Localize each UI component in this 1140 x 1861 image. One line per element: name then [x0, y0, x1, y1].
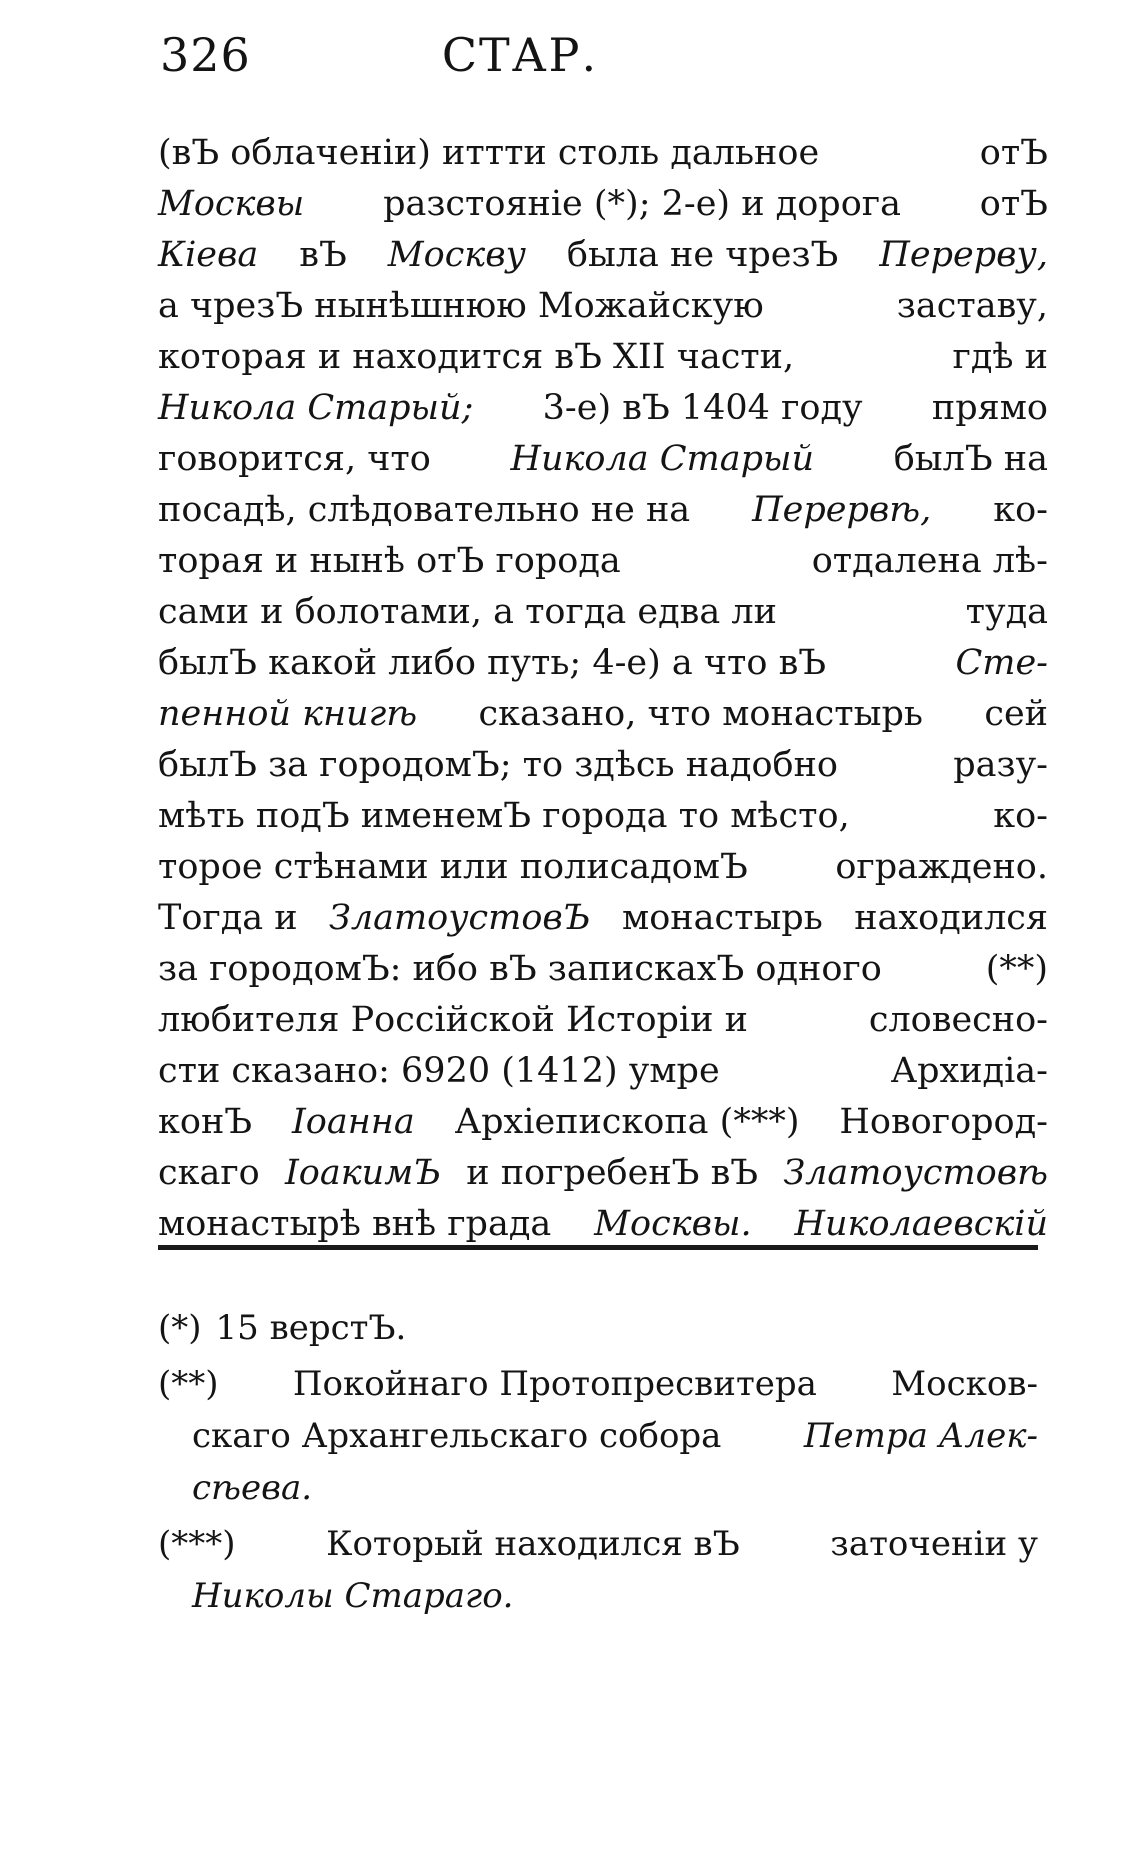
footnote-2-text-1b: Москов- [891, 1364, 1038, 1404]
text-segment: Москвы. [594, 1204, 752, 1244]
text-segment: Москвы [158, 184, 305, 224]
footnote-3-text-1b: заточеніи у [830, 1524, 1038, 1564]
text-segment: заставу, [896, 286, 1048, 326]
text-segment: разстояніе (*); 2-е) и дорога [383, 184, 901, 224]
text-segment: любителя Россійской Исторіи и [158, 1000, 748, 1040]
text-line [158, 179, 1048, 230]
text-segment: пенной книгѣ [158, 694, 418, 734]
text-line [158, 638, 1048, 689]
text-segment: сами и болотами, а тогда едва ли [158, 592, 777, 632]
text-segment: Іоанна [291, 1102, 415, 1142]
text-line [158, 230, 1048, 281]
text-segment: былЪ на [893, 439, 1048, 479]
footnote-3-text-2: Николы Стараго. [192, 1576, 514, 1616]
text-segment: (вЪ облаченіи) иттти столь дальное [158, 133, 820, 173]
text-line [158, 1097, 1048, 1148]
text-line [158, 332, 1048, 383]
text-segment: ІоакимЪ [284, 1153, 442, 1193]
text-segment: Архіепископа (***) [454, 1102, 800, 1142]
footnote-3-line-2 [158, 1570, 1038, 1622]
footnote-1-marker: (*) [158, 1308, 202, 1348]
text-segment: отЪ [979, 184, 1048, 224]
text-segment: былЪ какой либо путь; 4-е) а что вЪ [158, 643, 827, 683]
text-segment: словесно- [868, 1000, 1048, 1040]
text-segment: Перерву, [879, 235, 1048, 275]
text-line [158, 740, 1048, 791]
text-segment: скаго [158, 1153, 260, 1193]
text-segment: а чрезЪ нынѣшнюю Можайскую [158, 286, 764, 326]
footnote-2-line-1 [158, 1358, 1038, 1410]
text-segment: Новогород- [839, 1102, 1048, 1142]
text-segment: ЗлатоустовЪ [329, 898, 591, 938]
footnote-3-text-1a: Который находился вЪ [326, 1524, 740, 1564]
text-segment: монастырѣ внѣ града [158, 1204, 552, 1244]
footnote-2-line-2 [158, 1410, 1038, 1462]
footnote-2-line-3 [158, 1462, 1038, 1514]
text-segment: Николаевскій [794, 1204, 1048, 1244]
text-line [158, 281, 1048, 332]
text-segment: сей [984, 694, 1048, 734]
footnote-separator-rule [158, 1245, 1038, 1250]
footnote-2-marker: (**) [158, 1364, 219, 1404]
footnotes [158, 1302, 1038, 1622]
text-segment: гдѣ и [952, 337, 1048, 377]
text-segment: говорится, что [158, 439, 431, 479]
text-line [158, 434, 1048, 485]
text-segment: которая и находится вЪ XII части, [158, 337, 795, 377]
text-segment: Никола Старый [510, 439, 815, 479]
text-segment: разу- [953, 745, 1048, 785]
text-line [158, 485, 1048, 536]
footnote-2-text-3: сѣева. [192, 1468, 313, 1508]
running-head [160, 28, 1040, 98]
text-segment: торое стѣнами или полисадомЪ [158, 847, 748, 887]
text-segment: прямо [931, 388, 1048, 428]
text-line [158, 536, 1048, 587]
text-segment: Златоустовѣ [783, 1153, 1048, 1193]
text-segment: Перервѣ, [752, 490, 932, 530]
page-number: 326 [160, 28, 251, 82]
text-line [158, 1199, 1048, 1250]
text-segment: Тогда и [158, 898, 298, 938]
text-segment: сти сказано: 6920 (1412) умре [158, 1051, 720, 1091]
text-segment: вЪ [299, 235, 347, 275]
text-line [158, 893, 1048, 944]
text-segment: Москву [387, 235, 526, 275]
text-segment: за городомЪ: ибо вЪ запискахЪ одного [158, 949, 882, 989]
text-line [158, 689, 1048, 740]
text-line [158, 383, 1048, 434]
text-line [158, 842, 1048, 893]
footnote-1 [158, 1302, 1038, 1354]
footnote-3-marker: (***) [158, 1524, 236, 1564]
text-segment: Сте- [955, 643, 1048, 683]
text-segment: (**) [985, 949, 1048, 989]
text-line [158, 128, 1048, 179]
running-title: СТАР. [441, 28, 599, 82]
footnote-1-text: 15 верстЪ. [215, 1308, 407, 1348]
text-segment: посадѣ, слѣдовательно не на [158, 490, 691, 530]
text-segment: Архидіа- [890, 1051, 1048, 1091]
text-segment: и погребенЪ вЪ [466, 1153, 759, 1193]
text-segment: былЪ за городомЪ; то здѣсь надобно [158, 745, 839, 785]
text-line [158, 791, 1048, 842]
text-segment: монастырь [622, 898, 823, 938]
text-segment: отдалена лѣ- [811, 541, 1048, 581]
text-segment: Никола Старый; [158, 388, 474, 428]
text-segment: ко- [993, 796, 1048, 836]
text-line [158, 1046, 1048, 1097]
main-text [158, 128, 1048, 1250]
text-segment: ко- [993, 490, 1048, 530]
text-segment: находился [854, 898, 1048, 938]
footnote-2-text-2a: скаго Архангельскаго собора [192, 1416, 722, 1456]
text-line [158, 1148, 1048, 1199]
text-segment: 3-е) вЪ 1404 году [542, 388, 863, 428]
text-segment: была не чрезЪ [566, 235, 839, 275]
text-segment: ограждено. [835, 847, 1048, 887]
text-segment: торая и нынѣ отЪ города [158, 541, 621, 581]
text-line [158, 587, 1048, 638]
text-segment: отЪ [979, 133, 1048, 173]
text-line [158, 995, 1048, 1046]
text-segment: конЪ [158, 1102, 253, 1142]
text-line [158, 944, 1048, 995]
footnote-2-text-1a: Покойнаго Протопресвитера [292, 1364, 817, 1404]
footnote-3-line-1 [158, 1518, 1038, 1570]
text-segment: туда [965, 592, 1048, 632]
text-segment: сказано, что монастырь [478, 694, 923, 734]
footnote-2-text-2b: Петра Алек- [803, 1416, 1038, 1456]
text-segment: мѣть подЪ именемЪ города то мѣсто, [158, 796, 850, 836]
text-segment: Кіева [158, 235, 259, 275]
